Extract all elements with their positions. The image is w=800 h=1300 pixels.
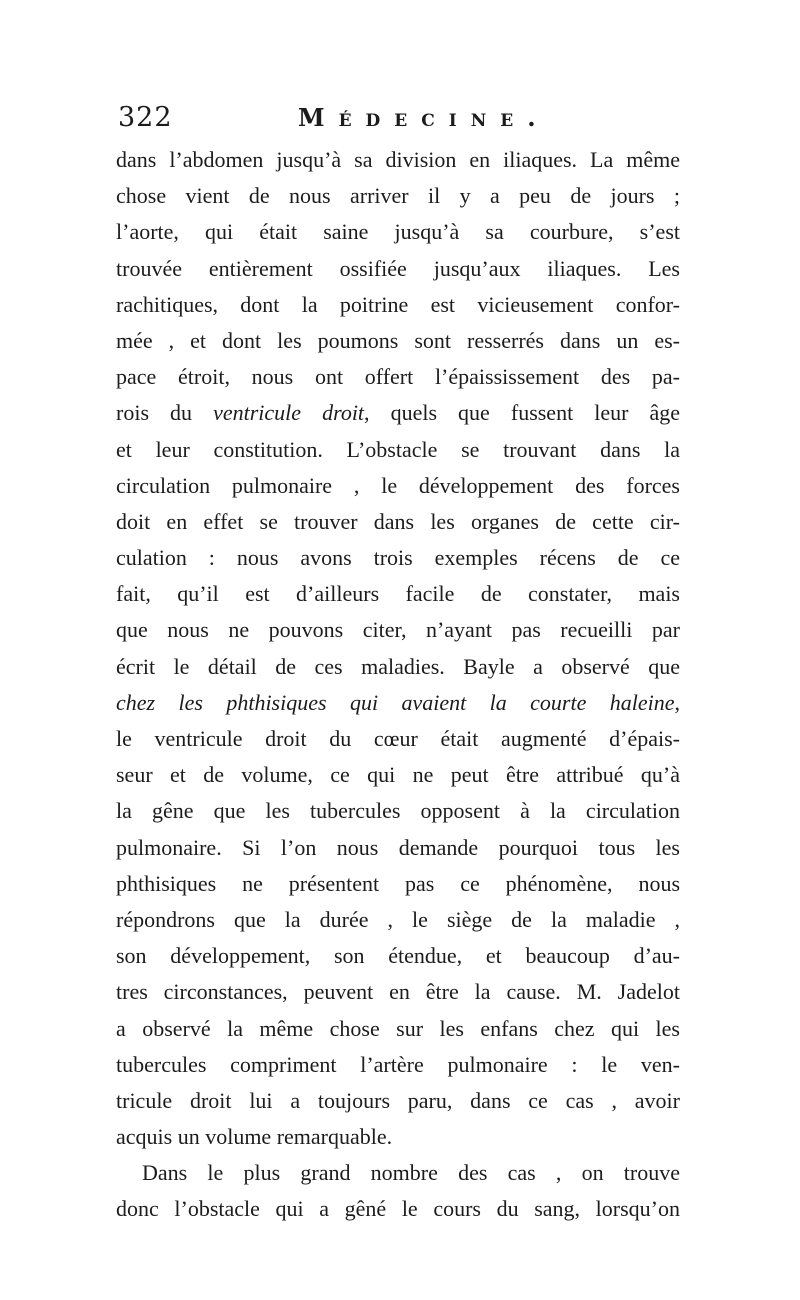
text-line: tubercules compriment l’artère pulmonaire : le ven- xyxy=(116,1051,680,1077)
text-line: pace étroit, nous ont offert l’épaississement des pa- xyxy=(116,364,680,390)
text-line: Dans le plus grand nombre des cas , on trouve xyxy=(142,1160,680,1186)
running-title: Médecine. xyxy=(298,103,550,132)
text-line: écrit le détail de ces maladies. Bayle a observé que xyxy=(116,653,680,679)
text-line: son développement, son étendue, et beaucoup d’au- xyxy=(116,943,680,969)
text-segment: , xyxy=(674,689,680,715)
text-segment: , quels que fussent leur âge xyxy=(364,400,680,426)
text-line: circulation pulmonaire , le développement des forces xyxy=(116,472,680,498)
text-line: le ventricule droit du cœur était augmenté d’épais- xyxy=(116,726,680,751)
text-line: seur et de volume, ce qui ne peut être attribué qu’à xyxy=(116,762,680,788)
text-line: répondrons que la durée , le siège de la maladie , xyxy=(116,906,680,932)
text-line: donc l’obstacle qui a gêné le cours du sang, lorsqu’on xyxy=(116,1196,680,1222)
text-line: acquis un volume remarquable. xyxy=(116,1124,393,1150)
text-line: tricule droit lui a toujours paru, dans ce cas , avoir xyxy=(116,1087,680,1113)
text-line: doit en effet se trouver dans les organes de cette cir- xyxy=(116,508,680,534)
page-number: 322 xyxy=(118,102,173,133)
text-line: fait, qu’il est d’ailleurs facile de constater, mais xyxy=(116,581,680,607)
page-header xyxy=(118,98,688,138)
text-line: pulmonaire. Si l’on nous demande pourquoi tous les xyxy=(116,834,680,860)
text-line: rachitiques, dont la poitrine est vicieusement confor- xyxy=(116,291,680,317)
text-line: tres circonstances, peuvent en être la cause. M. Jadelot xyxy=(116,979,680,1005)
text-line xyxy=(116,685,680,721)
text-line: trouvée entièrement ossifiée jusqu’aux iliaques. Les xyxy=(116,255,680,281)
text-line: et leur constitution. L’obstacle se trouvant dans la xyxy=(116,436,680,462)
text-line: chose vient de nous arriver il y a peu de jours ; xyxy=(116,183,680,209)
italic-term: ventricule droit xyxy=(213,400,365,426)
text-line: phthisiques ne présentent pas ce phénomène, nous xyxy=(116,870,680,896)
text-line: la gêne que les tubercules opposent à la circulation xyxy=(116,798,680,824)
text-line: l’aorte, qui était saine jusqu’à sa courbure, s’est xyxy=(116,219,680,245)
text-line: dans l’abdomen jusqu’à sa division en iliaques. La même xyxy=(116,147,680,172)
text-segment: rois du xyxy=(116,400,214,426)
text-line: culation : nous avons trois exemples récens de ce xyxy=(116,545,680,571)
text-line: que nous ne pouvons citer, n’ayant pas recueilli par xyxy=(116,617,680,643)
italic-quote: chez les phthisiques qui avaient la courte haleine xyxy=(116,689,675,715)
body-text xyxy=(116,142,680,1228)
text-line: mée , et dont les poumons sont resserrés dans un es- xyxy=(116,327,680,353)
text-line: a observé la même chose sur les enfans chez qui les xyxy=(116,1015,680,1041)
text-line xyxy=(116,395,680,431)
